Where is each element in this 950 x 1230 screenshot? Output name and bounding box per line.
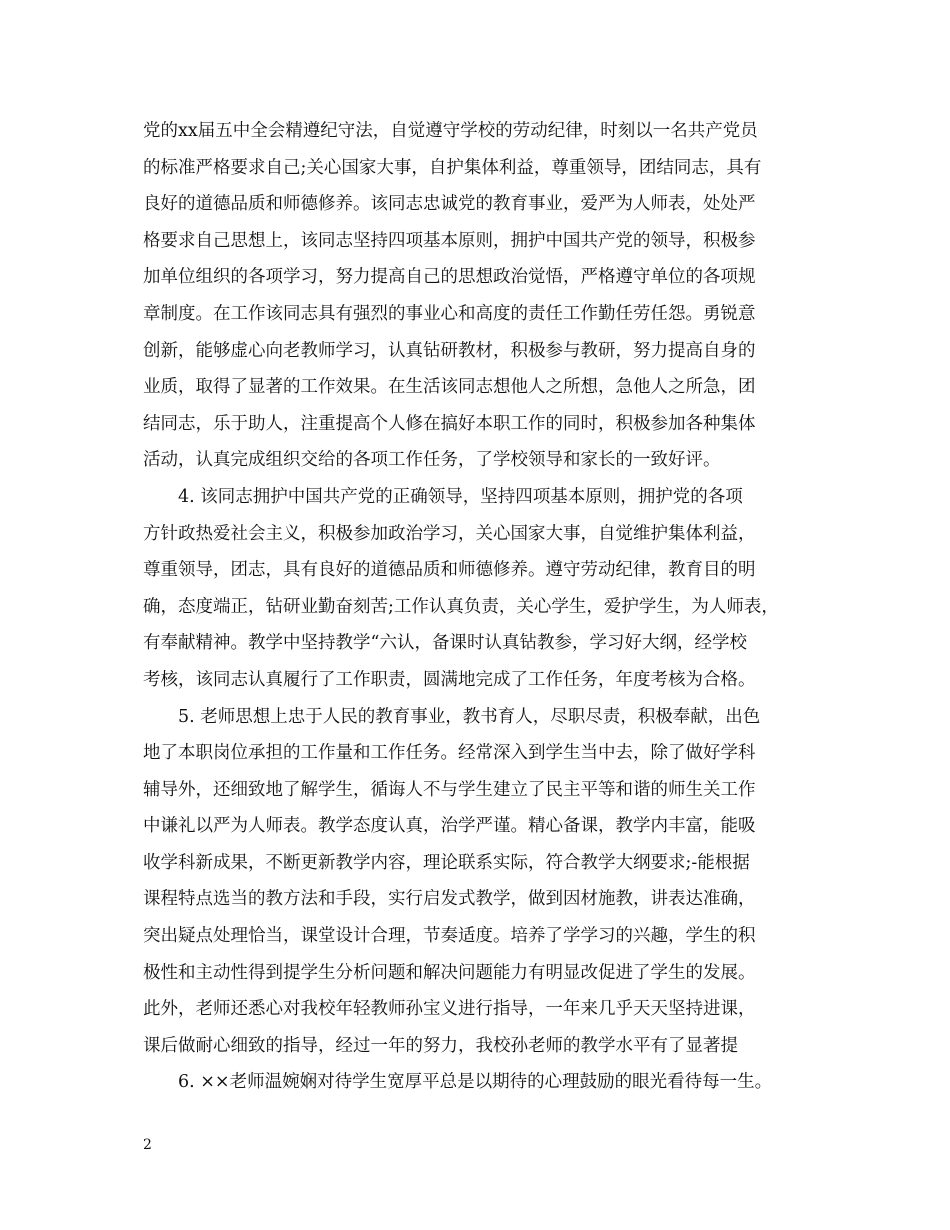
- text-line: 辅导外，还细致地了解学生，循诲人不与学生建立了民主平等和谐的师生关工作: [143, 779, 756, 800]
- text-line: 党的xx届五中全会精遵纪守法，自觉遵守学校的劳动纪律，时刻以一名共产党员: [143, 121, 758, 141]
- text-line: 良好的道德品质和师德修养。该同志忠诚党的教育事业，爱严为人师表，处处严: [143, 194, 756, 215]
- text-line: 极性和主动性得到提学生分析问题和解决问题能力有明显改促进了学生的发展。: [143, 962, 756, 983]
- text-line: 突出疑点处理恰当，课堂设计合理，节奏适度。培养了学学习的兴趣，学生的积: [143, 926, 756, 947]
- text-line: 创新，能够虚心向老教师学习，认真钻研教材，积极参与教研，努力提高自身的: [143, 340, 756, 361]
- text-line: 尊重领导，团志，具有良好的道德品质和师德修养。遵守劳动纪律，教育目的明: [143, 560, 756, 581]
- text-line: 业质，取得了显著的工作效果。在生活该同志想他人之所想，急他人之所急，团: [143, 377, 756, 398]
- text-line: 课后做耐心细致的指导，经过一年的努力，我校孙老师的教学水平有了显著提: [143, 1035, 738, 1056]
- text-line: 加单位组织的各项学习，努力提高自己的思想政治觉悟，严格遵守单位的各项规: [143, 267, 756, 288]
- text-line: 活动，认真完成组织交给的各项工作任务，了学校领导和家长的一致好评。: [143, 450, 721, 471]
- text-line: 考核，该同志认真履行了工作职责，圆满地完成了工作任务，年度考核为合格。: [143, 669, 756, 690]
- text-line: 中谦礼以严为人师表。教学态度认真，治学严谨。精心备课，教学内丰富，能吸: [143, 816, 756, 837]
- text-line: 章制度。在工作该同志具有强烈的事业心和高度的责任工作勤任劳任怨。勇锐意: [143, 303, 756, 324]
- text-line: 4. 该同志拥护中国共产党的正确领导，坚持四项基本原则，拥护党的各项: [178, 486, 743, 507]
- text-line: 有奉献精神。教学中坚持教学“六认，备课时认真钻教参，学习好大纲，经学校: [143, 633, 747, 654]
- body-text: [143, 113, 843, 1101]
- text-line: 5. 老师思想上忠于人民的教育事业，教书育人，尽职尽责，积极奉献，出色: [178, 706, 761, 727]
- text-line: 6. ××老师温婉娴对待学生宽厚平总是以期待的心理鼓励的眼光看待每一生。: [178, 1072, 773, 1093]
- text-line: 结同志，乐于助人，注重提高个人修在搞好本职工作的同时，积极参加各种集体: [143, 413, 756, 434]
- text-line: 收学科新成果，不断更新教学内容，理论联系实际，符合教学大纲要求;-能根据: [143, 852, 750, 873]
- text-line: 方针政热爱社会主义，积极参加政治学习，关心国家大事，自觉维护集体利益，: [143, 523, 756, 544]
- text-line: 确，态度端正，钻研业勤奋刻苦;工作认真负责，关心学生，爱护学生，为人师表，: [143, 596, 779, 617]
- text-line: 课程特点选当的教方法和手段，实行启发式教学，做到因材施教，讲表达准确，: [143, 889, 756, 910]
- text-line: 此外，老师还悉心对我校年轻教师孙宝义进行指导，一年来几乎天天坚持进课，: [143, 999, 756, 1020]
- text-line: 的标准严格要求自己;关心国家大事，自护集体利益，尊重领导，团结同志，具有: [143, 157, 762, 178]
- page-number: 2: [143, 1137, 152, 1153]
- text-line: 地了本职岗位承担的工作量和工作任务。经常深入到学生当中去，除了做好学科: [143, 743, 756, 764]
- text-line: 格要求自己思想上，该同志坚持四项基本原则，拥护中国共产党的领导，积极参: [143, 230, 756, 251]
